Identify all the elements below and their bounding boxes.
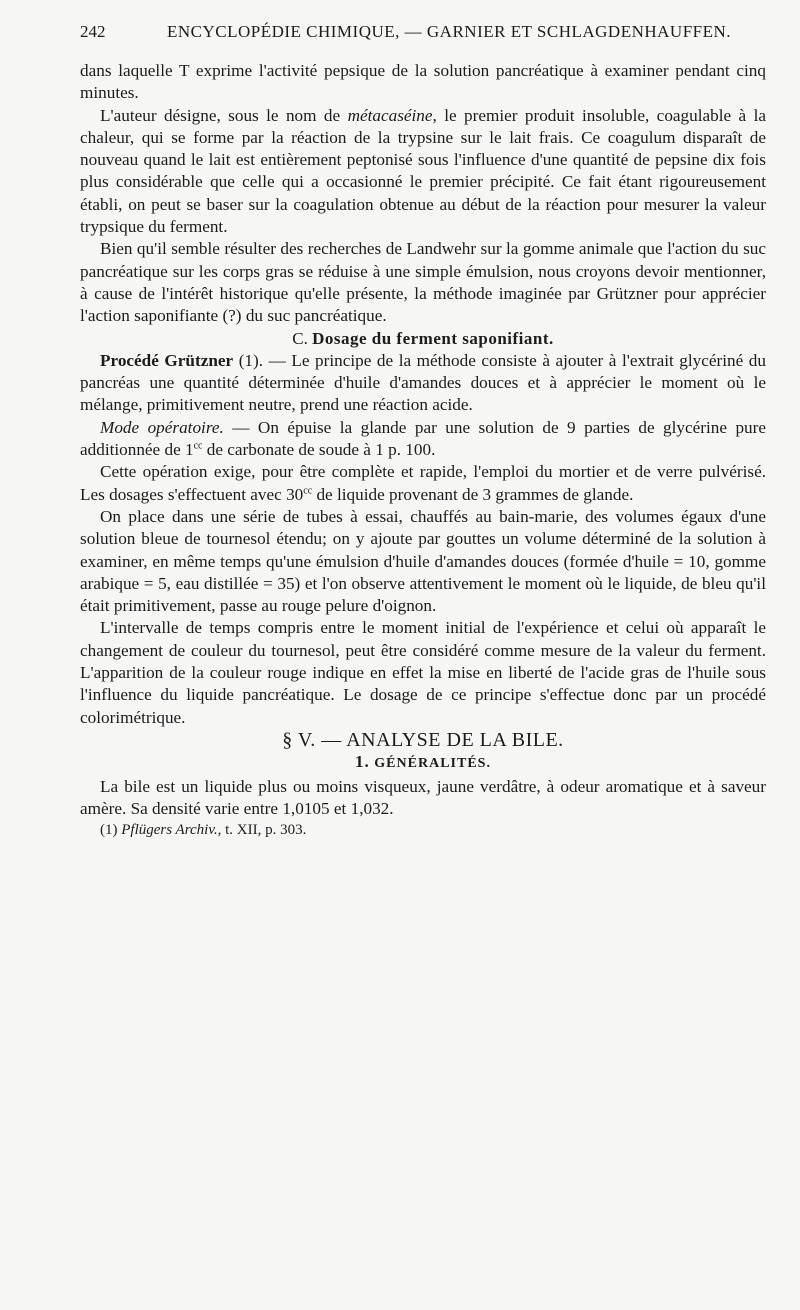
page-body <box>80 60 766 840</box>
running-header <box>80 22 766 42</box>
text-segment: L'auteur désigne, sous le nom de <box>100 105 348 125</box>
subheading-title: Dosage du ferment saponifiant. <box>312 328 554 348</box>
paragraph-continuation: dans laquelle T exprime l'activité pepsique de la solution pancréatique à examiner pendant cinq minutes. <box>80 61 766 103</box>
paragraph-tubes: On place dans une série de tubes à essai, chauffés au bain-marie, des volumes égaux d'une solution bleue de tournesol étendu; on y ajoute par gouttes un volume déterminé de la solution à examiner, en même temps qu'une émulsion d'huile d'amandes douces (formée d'huile = 10, gomme arabique = 5, eau distillée = 35) et l'on observe attentivement le moment où le liquide, de bleu qu'il était primitivement, passe au rouge pelure d'oignon. <box>80 506 766 616</box>
footnote-source: Pflügers Archiv. <box>121 822 218 839</box>
superscript: cc <box>303 484 313 496</box>
footnote-ref: (1). <box>238 350 264 370</box>
paragraph-bile: La bile est un liquide plus ou moins visqueux, jaune verdâtre, à odeur aromatique et à saveur amère. Sa densité varie entre 1,0105 et 1,032. <box>80 776 766 818</box>
subheading-prefix: C. <box>292 328 308 348</box>
paragraph-landwehr: Bien qu'il semble résulter des recherches de Landwehr sur la gomme animale que l'action du suc pancréatique sur les corps gras se réduise à une simple émulsion, nous croyons devoir mentionner, à cause de l'intérêt historique qu'elle présente, la méthode imaginée par Grützner pour apprécier l'action saponifiante (?) du suc pancréatique. <box>80 239 766 326</box>
paragraph-procede <box>80 350 766 417</box>
subsection-number: 1. <box>355 752 370 772</box>
term-metacaseine: métacaséine <box>347 105 433 125</box>
text-segment: , le premier produit insoluble, coagulable à la chaleur, qui se forme par la réaction de la trypsine sur le lait frais. Ce coagulum disparaît de nouveau quand le lait est entièrement peptonisé sous l'influence d'une quantité de pepsine dix fois plus considérable que celle qui a occasionné le premier précipité. Ce fait étant rigoureusement établi, on peut se baser sur la coagulation obtenue au début de la réaction pour mesurer la valeur trypsique du ferment. <box>80 105 766 237</box>
paragraph-intervalle: L'intervalle de temps compris entre le moment initial de l'expérience et celui où apparaît le changement de couleur du tournesol, peut être considéré comme mesure de la valeur du ferment. L'apparition de la couleur rouge indique en effet la mise en liberté de l'acide gras de l'huile sous l'influence du liquide pancréatique. Le dosage de ce principe s'effectue donc par un procédé colorimétrique. <box>80 618 766 727</box>
paragraph-operation <box>80 461 766 506</box>
subsection-title: GÉNÉRALITÉS. <box>374 756 491 772</box>
text-segment: Cette opération exige, pour être complète et rapide, l'emploi du mortier et de verre pulvérisé. Les dosages s'effectuent avec 30 <box>80 462 766 504</box>
superscript: cc <box>193 440 203 452</box>
running-title: ENCYCLOPÉDIE CHIMIQUE, — GARNIER ET SCHLAGDENHAUFFEN. <box>166 22 732 41</box>
footnote-rest: , t. XII, p. 303. <box>217 822 307 839</box>
section-heading: § V. — ANALYSE DE LA BILE. <box>282 728 564 751</box>
mode-label: Mode opératoire. <box>100 417 224 437</box>
subsection-heading <box>80 751 766 775</box>
paragraph-mode <box>80 417 766 462</box>
text-segment: — On épuise la glande par une solution de 9 parties de glycérine pure additionnée de 1 <box>80 417 766 460</box>
subheading-saponifiant <box>80 328 766 350</box>
footnote-marker: (1) <box>100 822 118 839</box>
procede-label: Procédé Grützner <box>100 350 234 370</box>
footnote <box>80 820 766 840</box>
procede-text: — Le principe de la méthode consiste à ajouter à l'extrait glycériné du pancréas une quantité déterminée d'huile d'amandes douces et à apprécier le moment où le mélange, primitivement neutre, prend une réaction acide. <box>80 350 766 415</box>
page-number: 242 <box>80 22 106 41</box>
paragraph-metacaseine <box>80 105 766 239</box>
text-segment: de liquide provenant de 3 grammes de glande. <box>312 484 634 504</box>
text-segment: de carbonate de soude à 1 p. 100. <box>202 440 436 460</box>
